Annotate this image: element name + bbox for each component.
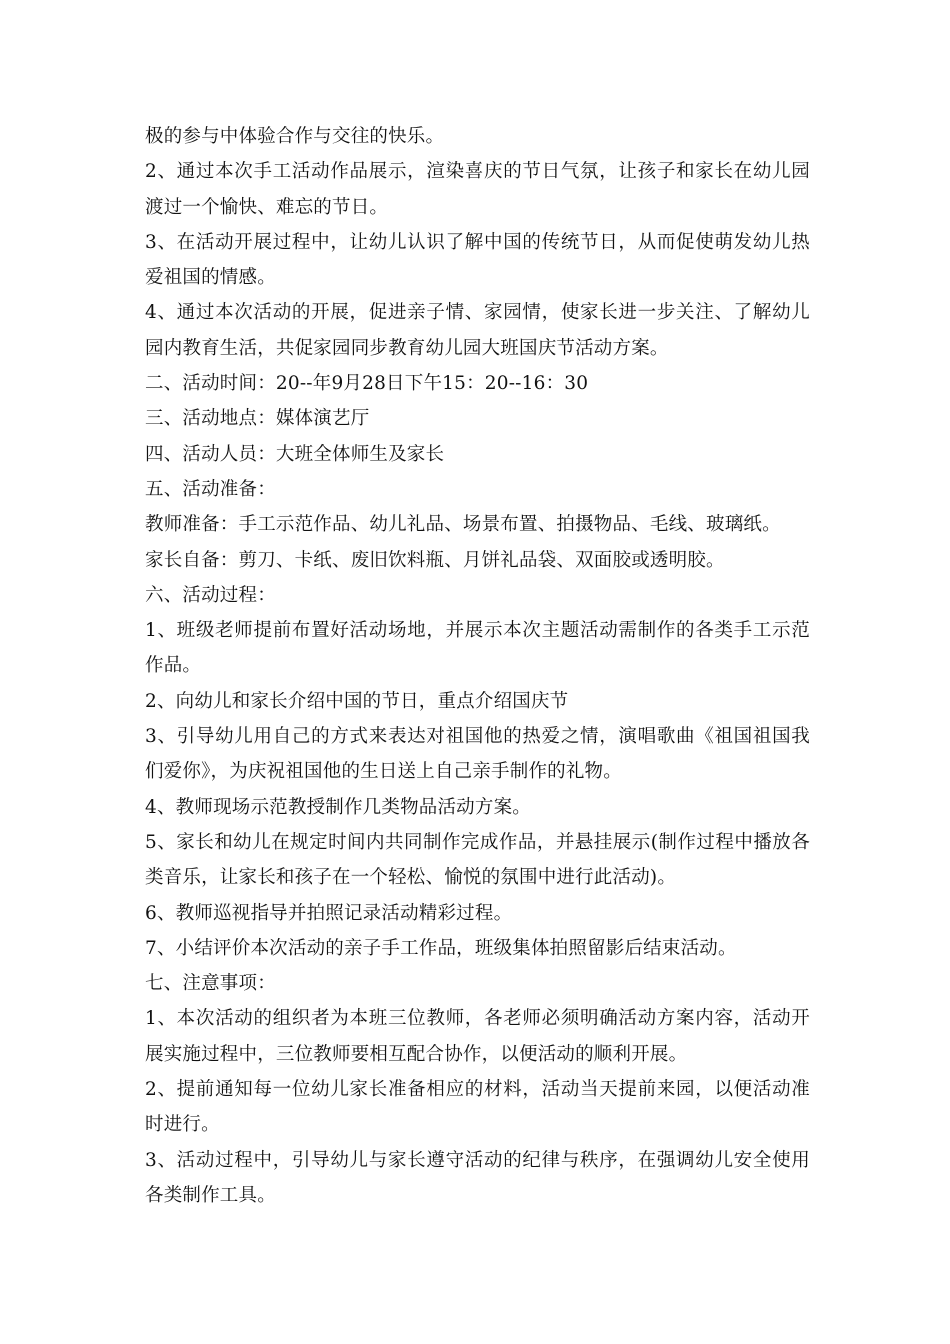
paragraph: 3、引导幼儿用自己的方式来表达对祖国他的热爱之情，演唱歌曲《祖国祖国我们爱你》，为庆祝祖国他的生日送上自己亲手制作的礼物。 (145, 726, 810, 783)
section-heading-activity-preparation: 五、活动准备： (145, 478, 276, 500)
paragraph: 1、班级老师提前布置好活动场地，并展示本次主题活动需制作的各类手工示范作品。 (145, 620, 810, 677)
paragraph: 4、教师现场示范教授制作几类物品活动方案。 (145, 796, 531, 818)
paragraph: 1、本次活动的组织者为本班三位教师，各老师必须明确活动方案内容，活动开展实施过程中，三位教师要相互配合协作，以便活动的顺利开展。 (145, 1008, 810, 1065)
section-heading-activity-participants: 四、活动人员：大班全体师生及家长 (145, 443, 445, 465)
section-heading-activity-process: 六、活动过程： (145, 584, 276, 606)
document-body (145, 119, 810, 1213)
paragraph: 6、教师巡视指导并拍照记录活动精彩过程。 (145, 902, 513, 924)
paragraph: 极的参与中体验合作与交往的快乐。 (145, 126, 445, 147)
paragraph: 3、活动过程中，引导幼儿与家长遵守活动的纪律与秩序，在强调幼儿安全使用各类制作工具。 (145, 1149, 810, 1206)
paragraph: 7、小结评价本次活动的亲子手工作品，班级集体拍照留影后结束活动。 (145, 937, 737, 959)
paragraph: 4、通过本次活动的开展，促进亲子情、家园情，使家长进一步关注、了解幼儿园内教育生活，共促家园同步教育幼儿园大班国庆节活动方案。 (145, 302, 810, 359)
section-heading-activity-time: 二、活动时间：20--年9月28日下午15：20--16：30 (145, 373, 589, 395)
section-heading-activity-location: 三、活动地点：媒体演艺厅 (145, 408, 370, 430)
paragraph: 教师准备：手工示范作品、幼儿礼品、场景布置、拍摄物品、毛线、玻璃纸。 (145, 514, 781, 536)
paragraph: 家长自备：剪刀、卡纸、废旧饮料瓶、月饼礼品袋、双面胶或透明胶。 (145, 549, 725, 571)
paragraph: 5、家长和幼儿在规定时间内共同制作完成作品，并悬挂展示(制作过程中播放各类音乐，让家长和孩子在一个轻松、愉悦的氛围中进行此活动)。 (145, 831, 810, 889)
paragraph: 3、在活动开展过程中，让幼儿认识了解中国的传统节日，从而促使萌发幼儿热爱祖国的情感。 (145, 231, 810, 289)
paragraph: 2、通过本次手工活动作品展示，渲染喜庆的节日气氛，让孩子和家长在幼儿园渡过一个愉快、难忘的节日。 (145, 161, 810, 218)
paragraph: 2、提前通知每一位幼儿家长准备相应的材料，活动当天提前来园，以便活动准时进行。 (145, 1079, 810, 1136)
section-heading-precautions: 七、注意事项： (145, 973, 276, 995)
paragraph: 2、向幼儿和家长介绍中国的节日，重点介绍国庆节 (145, 690, 569, 712)
